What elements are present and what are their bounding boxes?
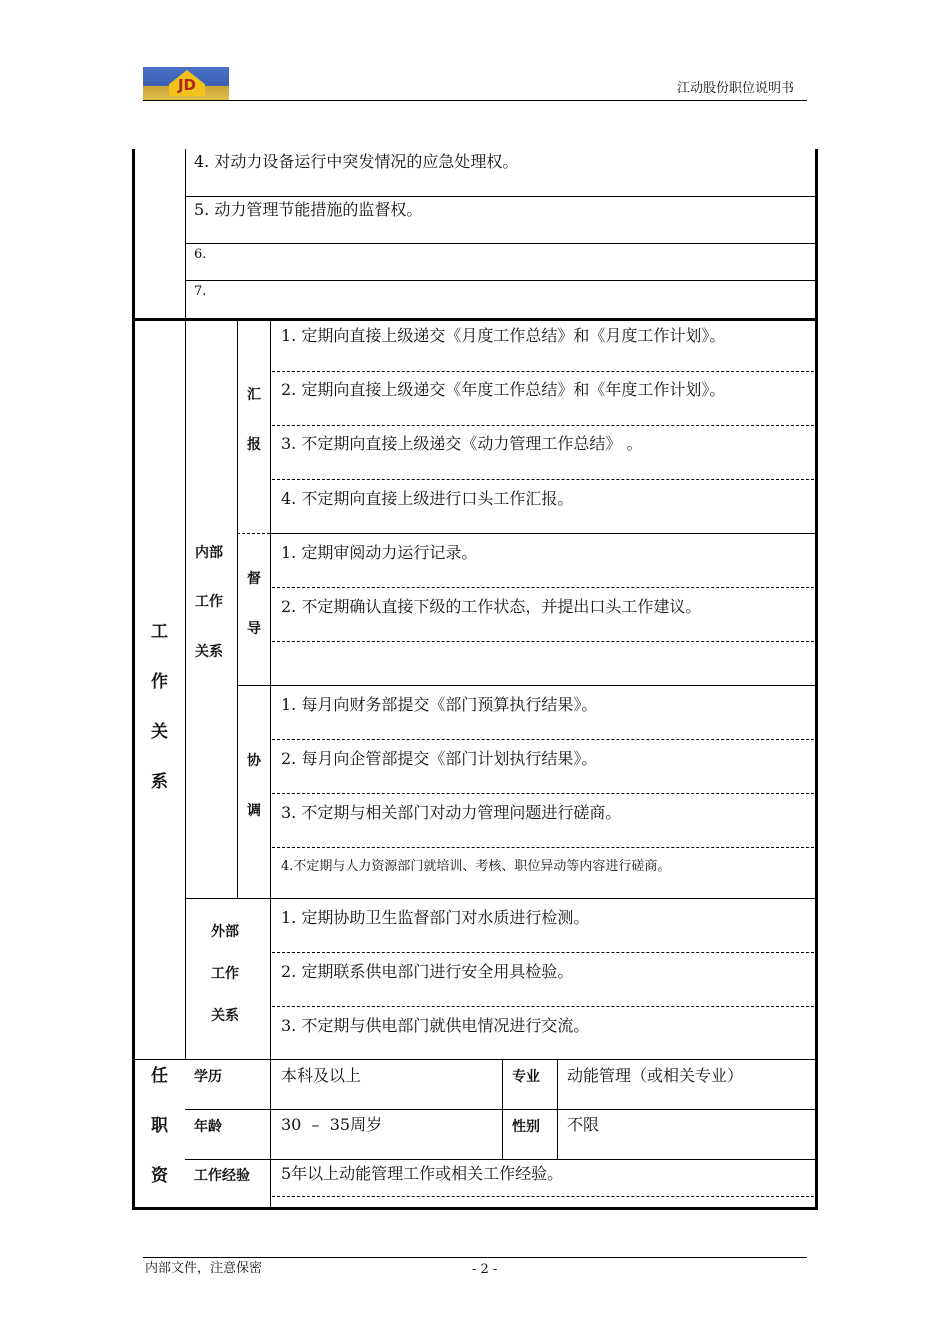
qualification-section-label-char: 任 (151, 1066, 168, 1086)
report-label-char: 报 (247, 437, 261, 453)
major-label: 专业 (512, 1069, 540, 1085)
external-item: 3. 不定期与供电部门就供电情况进行交流。 (281, 1016, 590, 1035)
logo-text: JD (177, 76, 197, 94)
gender-value: 不限 (567, 1115, 600, 1134)
coordinate-item: 2. 每月向企管部提交《部门计划执行结果》。 (281, 749, 598, 768)
supervise-item: 1. 定期审阅动力运行记录。 (281, 543, 478, 562)
company-logo (143, 67, 229, 101)
footer-rule (143, 1257, 807, 1258)
page-number: - 2 - (472, 1262, 498, 1277)
footer-note: 内部文件，注意保密 (145, 1261, 263, 1276)
header-rule (143, 100, 807, 101)
rights-item: 5. 动力管理节能措施的监督权。 (194, 200, 423, 219)
coordinate-item: 3. 不定期与相关部门对动力管理问题进行磋商。 (281, 803, 622, 822)
major-value: 动能管理（或相关专业） (567, 1066, 744, 1085)
coordinate-item: 4.不定期与人力资源部门就培训、考核、职位异动等内容进行磋商。 (281, 859, 671, 874)
experience-value: 5年以上动能管理工作或相关工作经验。 (281, 1164, 564, 1183)
rights-item: 4. 对动力设备运行中突发情况的应急处理权。 (194, 152, 519, 171)
supervise-item: 2. 不定期确认直接下级的工作状态，并提出口头工作建议。 (281, 597, 702, 616)
document-title: 江动股份职位说明书 (677, 81, 795, 96)
coordinate-label-char: 调 (247, 803, 261, 819)
coordinate-label-char: 协 (247, 753, 261, 769)
qualification-section-label-char: 职 (151, 1116, 168, 1136)
external-relations-label: 关系 (211, 1008, 239, 1024)
rights-item: 7. (194, 284, 207, 299)
rights-item: 6. (194, 247, 207, 262)
report-item: 3. 不定期向直接上级递交《动力管理工作总结》 。 (281, 434, 643, 453)
internal-relations-label: 关系 (195, 644, 223, 660)
supervise-label-char: 督 (247, 571, 261, 587)
experience-label: 工作经验 (194, 1168, 250, 1184)
education-value: 本科及以上 (281, 1066, 362, 1085)
qualification-section-label-char: 资 (151, 1166, 168, 1186)
external-relations-label: 外部 (211, 924, 239, 940)
report-item: 4. 不定期向直接上级进行口头工作汇报。 (281, 489, 574, 508)
report-label-char: 汇 (247, 387, 261, 403)
age-label: 年龄 (194, 1119, 222, 1135)
relations-section-label-char: 关 (151, 722, 168, 742)
report-item: 2. 定期向直接上级递交《年度工作总结》和《年度工作计划》。 (281, 380, 726, 399)
supervise-label-char: 导 (247, 621, 261, 637)
external-item: 2. 定期联系供电部门进行安全用具检验。 (281, 962, 574, 981)
internal-relations-label: 工作 (195, 594, 223, 610)
age-value: 30 – 35周岁 (281, 1115, 383, 1134)
external-relations-label: 工作 (211, 966, 239, 982)
gender-label: 性别 (512, 1119, 540, 1135)
external-item: 1. 定期协助卫生监督部门对水质进行检测。 (281, 908, 590, 927)
coordinate-item: 1. 每月向财务部提交《部门预算执行结果》。 (281, 695, 598, 714)
education-label: 学历 (194, 1069, 222, 1085)
relations-section-label-char: 系 (151, 772, 168, 792)
internal-relations-label: 内部 (195, 545, 223, 561)
relations-section-label-char: 作 (151, 672, 168, 692)
report-item: 1. 定期向直接上级递交《月度工作总结》和《月度工作计划》。 (281, 326, 726, 345)
relations-section-label-char: 工 (151, 622, 168, 642)
